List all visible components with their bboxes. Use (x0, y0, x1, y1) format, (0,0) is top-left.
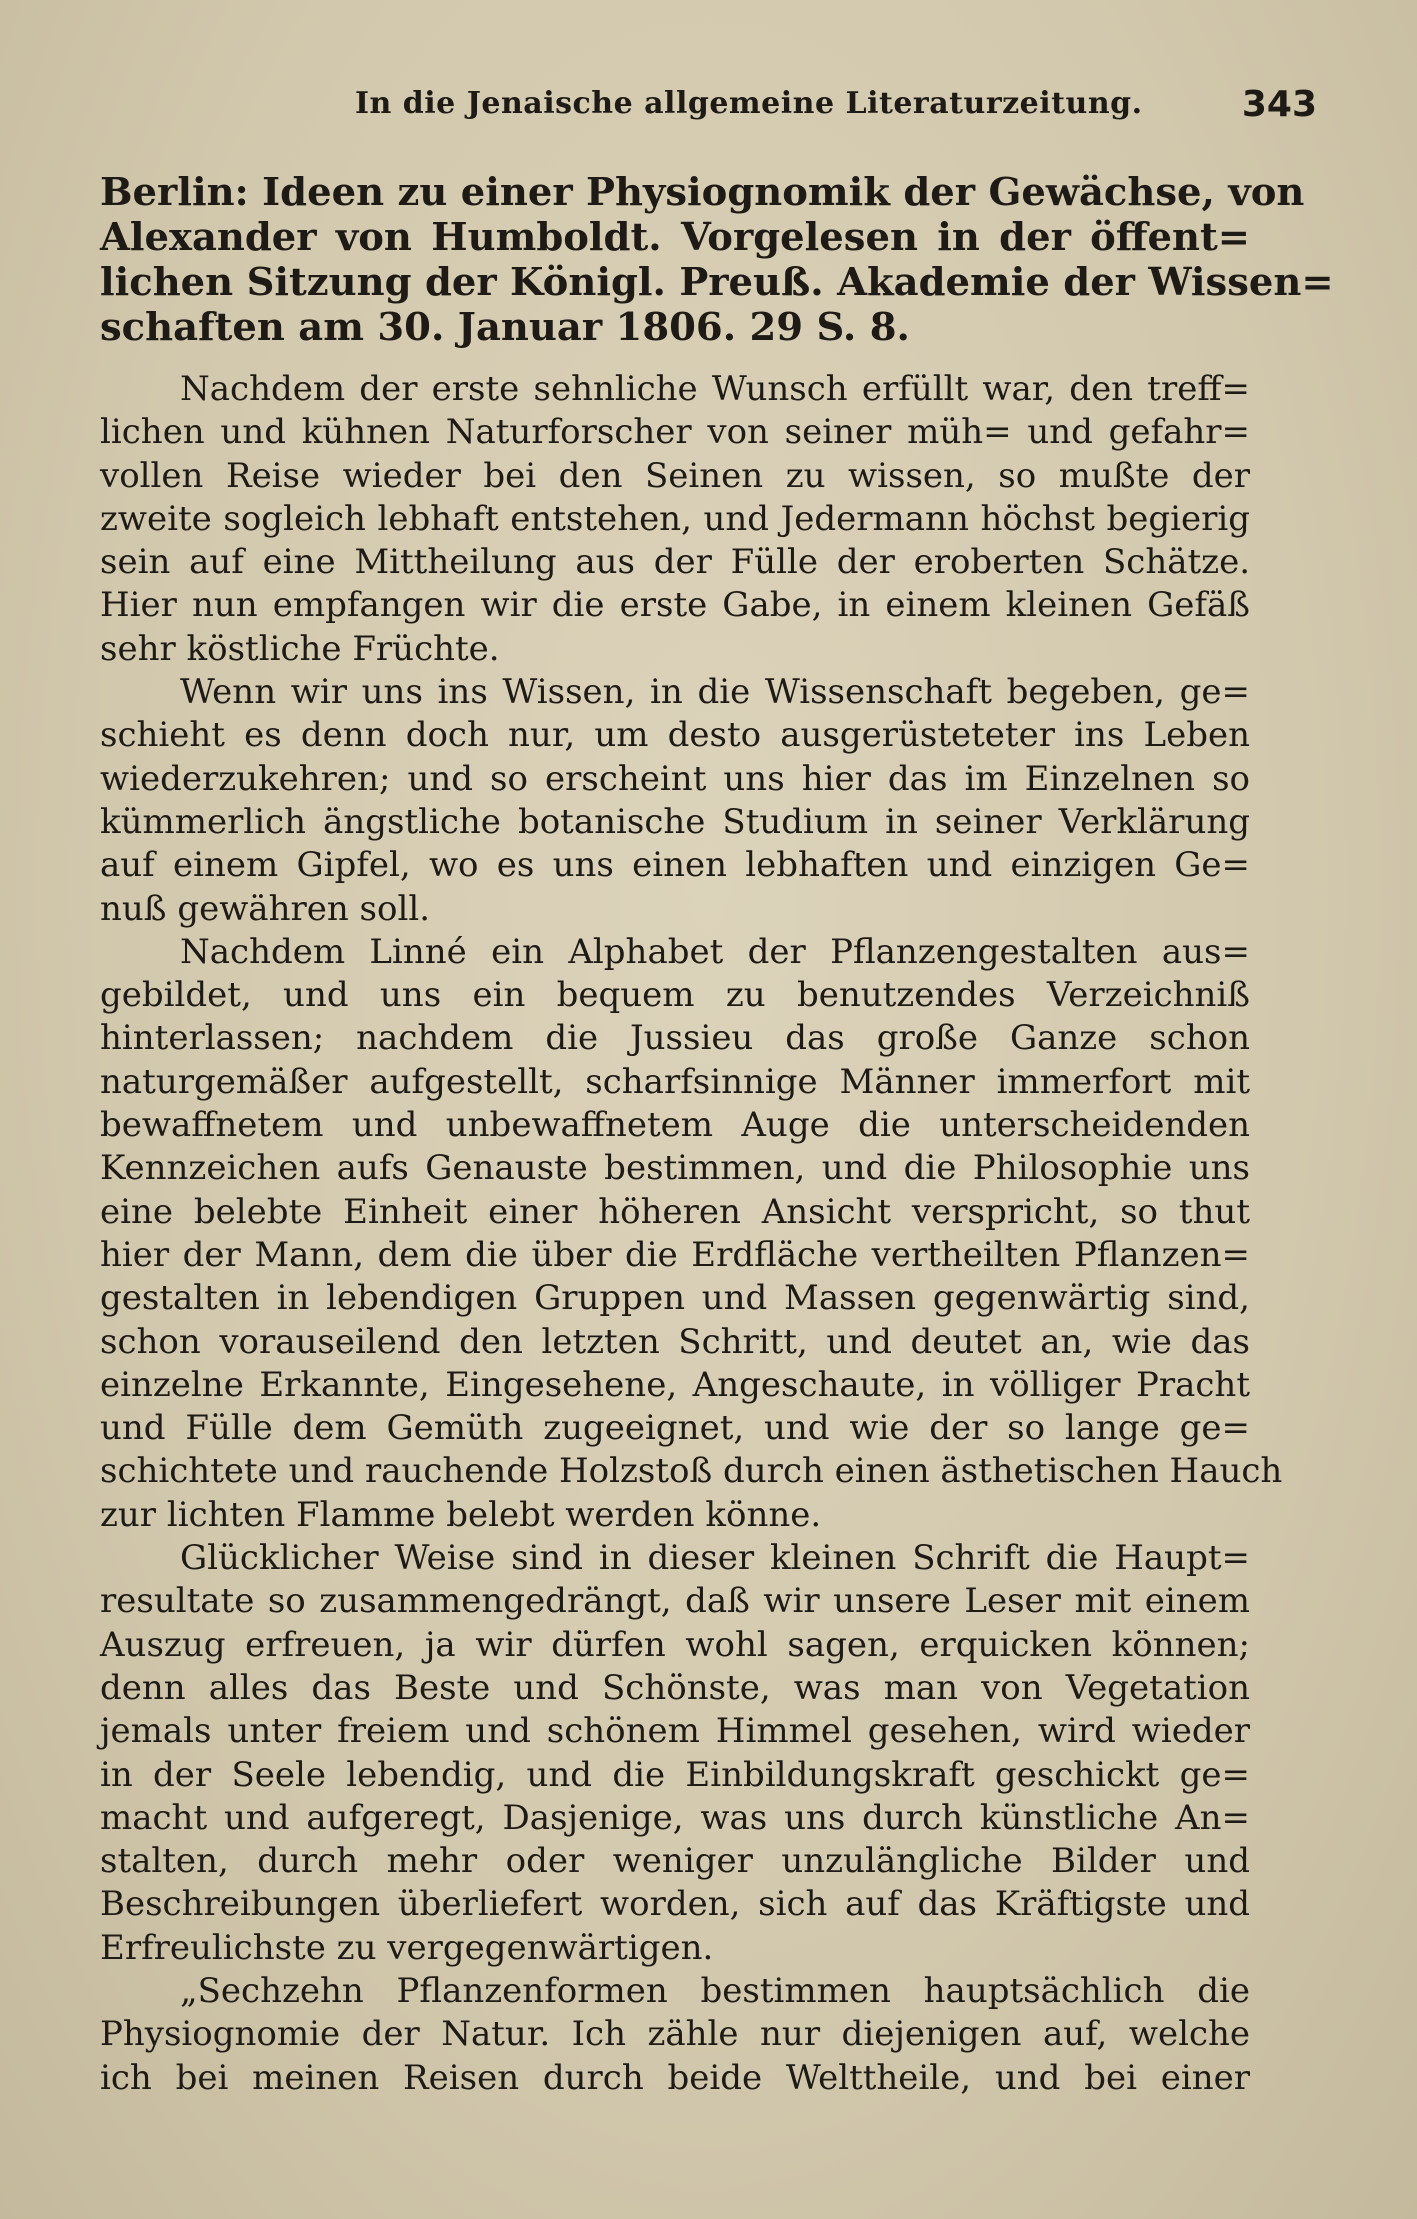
text-line: stalten, durch mehr oder weniger unzulängliche Bilder und (100, 1841, 1250, 1882)
text-line: lichen und kühnen Naturforscher von seiner müh= und gefahr= (100, 412, 1250, 453)
text-line: hier der Mann, dem die über die Erdfläche vertheilten Pflanzen= (100, 1234, 1250, 1275)
body-text (100, 368, 1283, 2100)
text-line: macht und aufgeregt, Dasjenige, was uns durch künstliche An= (100, 1797, 1250, 1838)
text-line: Nachdem der erste sehnliche Wunsch erfüllt war, den treff= (180, 369, 1250, 409)
text-line: „Sechzehn Pflanzenformen bestimmen hauptsächlich die (180, 1970, 1250, 2011)
text-line: Physiognomie der Natur. Ich zähle nur diejenigen auf, welche (100, 2014, 1250, 2055)
heading-line: schaften am 30. Januar 1806. 29 S. 8. (100, 305, 910, 350)
text-line: sehr köstliche Früchte. (100, 628, 500, 669)
text-line: ich bei meinen Reisen durch beide Welttheile, und bei einer (100, 2057, 1250, 2098)
text-line: vollen Reise wieder bei den Seinen zu wissen, so mußte der (100, 455, 1250, 496)
text-line: Kennzeichen aufs Genauste bestimmen, und die Philosophie uns (100, 1148, 1250, 1189)
text-line: eine belebte Einheit einer höheren Ansicht verspricht, so thut (100, 1191, 1250, 1232)
text-line: jemals unter freiem und schönem Himmel gesehen, wird wieder (100, 1711, 1250, 1752)
text-line: bewaffnetem und unbewaffnetem Auge die unterscheidenden (100, 1105, 1250, 1146)
text-line: kümmerlich ängstliche botanische Studium in seiner Verklärung (100, 801, 1250, 842)
text-line: Erfreulichste zu vergegenwärtigen. (100, 1927, 714, 1968)
text-line: hinterlassen; nachdem die Jussieu das große Ganze schon (100, 1018, 1250, 1059)
text-line: und Fülle dem Gemüth zugeeignet, und wie der so lange ge= (100, 1408, 1250, 1449)
text-line: Nachdem Linné ein Alphabet der Pflanzengestalten aus= (180, 931, 1250, 972)
text-line: naturgemäßer aufgestellt, scharfsinnige Männer immerfort mit (100, 1061, 1250, 1102)
text-line: denn alles das Beste und Schönste, was man von Vegetation (100, 1667, 1250, 1708)
text-line: schieht es denn doch nur, um desto ausgerüsteteter ins Leben (100, 715, 1250, 756)
text-line: schon vorauseilend den letzten Schritt, und deutet an, wie das (100, 1321, 1250, 1362)
review-heading (100, 170, 1334, 350)
text-line: Hier nun empfangen wir die erste Gabe, in einem kleinen Gefäß (100, 585, 1250, 626)
text-line: Glücklicher Weise sind in dieser kleinen Schrift die Haupt= (180, 1538, 1250, 1579)
text-line: Auszug erfreuen, ja wir dürfen wohl sagen, erquicken können; (100, 1624, 1250, 1665)
text-line: einzelne Erkannte, Eingesehene, Angeschaute, in völliger Pracht (100, 1364, 1250, 1405)
text-line: wiederzukehren; und so erscheint uns hier das im Einzelnen so (100, 758, 1250, 799)
page-number: 343 (1241, 84, 1317, 125)
text-line: in der Seele lebendig, und die Einbildungskraft geschickt ge= (100, 1754, 1250, 1795)
text-line: auf einem Gipfel, wo es uns einen lebhaften und einzigen Ge= (100, 845, 1250, 886)
text-line: zweite sogleich lebhaft entstehen, und Jedermann höchst begierig (100, 498, 1250, 539)
text-line: resultate so zusammengedrängt, daß wir unsere Leser mit einem (100, 1581, 1250, 1622)
heading-line: Berlin: Ideen zu einer Physiognomik der Gewächse, von (100, 170, 1305, 215)
text-line: gestalten in lebendigen Gruppen und Massen gegenwärtig sind, (100, 1278, 1250, 1319)
running-title: In die Jenaische allgemeine Literaturzeitung. (355, 86, 1143, 121)
heading-line: Alexander von Humboldt. Vorgelesen in der öffent= (100, 215, 1250, 260)
text-line: schichtete und rauchende Holzstoß durch einen ästhetischen Hauch (100, 1451, 1283, 1492)
text-line: zur lichten Flamme belebt werden könne. (100, 1494, 822, 1535)
heading-line: lichen Sitzung der Königl. Preuß. Akademie der Wissen= (100, 260, 1334, 305)
text-line: gebildet, und uns ein bequem zu benutzendes Verzeichniß (100, 975, 1250, 1016)
text-line: nuß gewähren soll. (100, 888, 431, 929)
running-header (100, 78, 1317, 138)
text-line: Beschreibungen überliefert worden, sich auf das Kräftigste und (100, 1884, 1250, 1925)
text-line: sein auf eine Mittheilung aus der Fülle der eroberten Schätze. (100, 542, 1250, 583)
text-line: Wenn wir uns ins Wissen, in die Wissenschaft begeben, ge= (180, 672, 1250, 713)
